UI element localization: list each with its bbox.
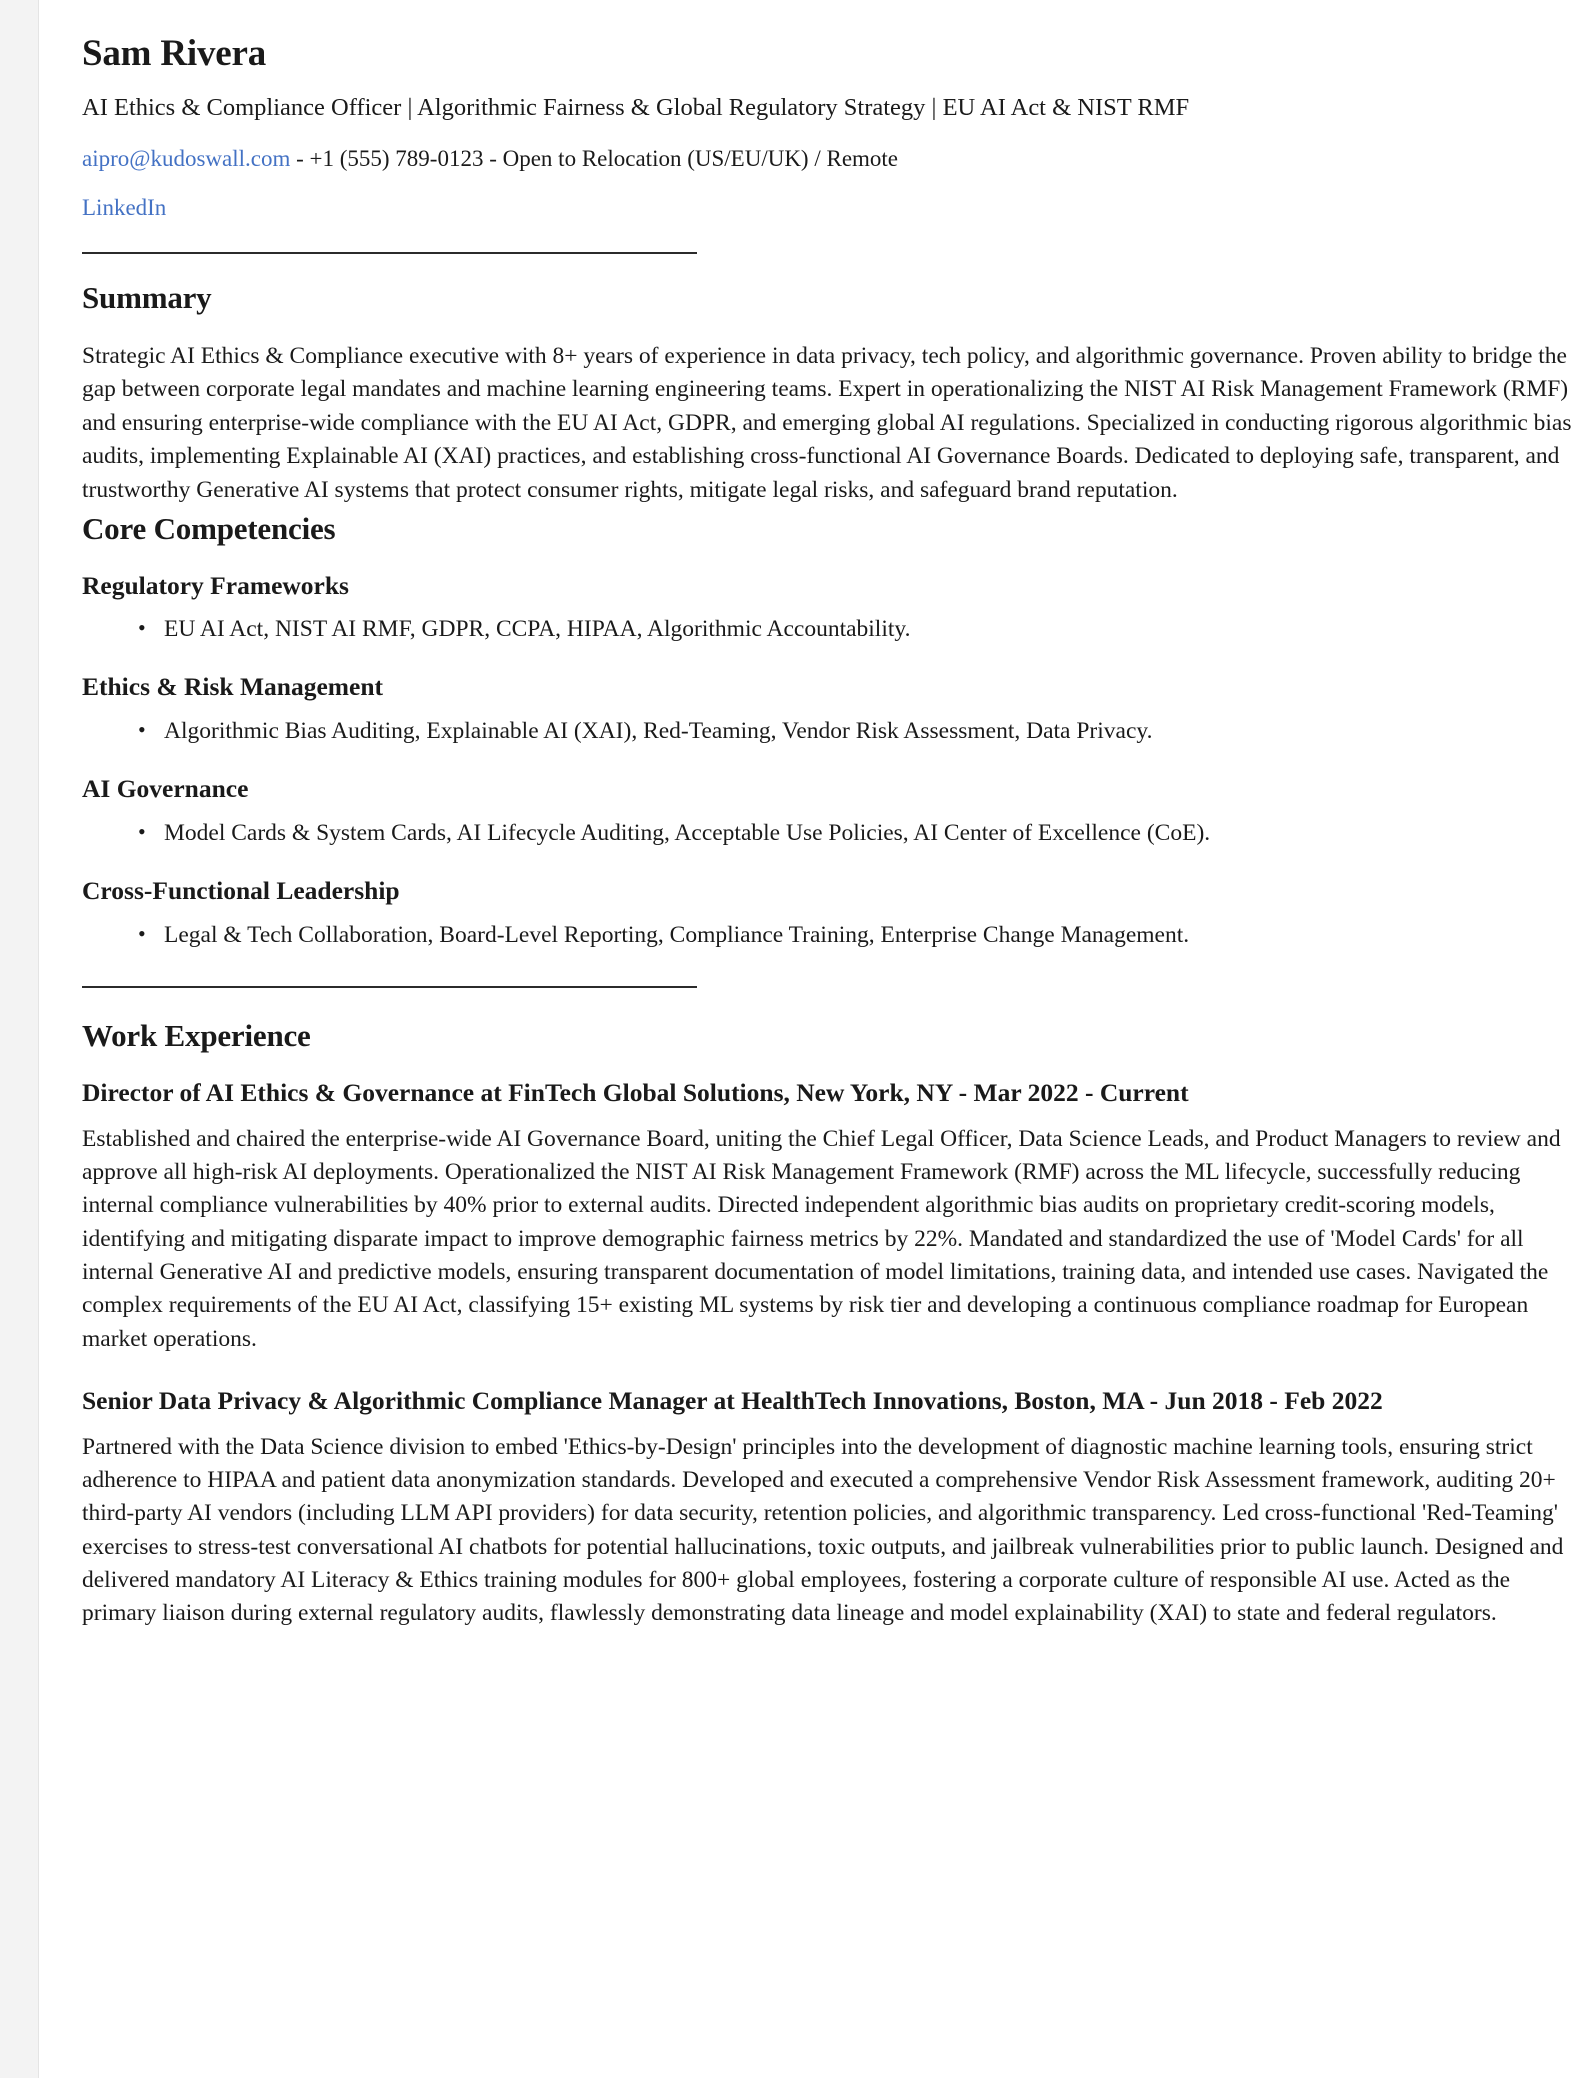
core-competencies-heading: Core Competencies: [82, 510, 336, 546]
section-divider: [82, 986, 697, 988]
competency-group: [82, 876, 1576, 952]
contact-line: [82, 142, 1576, 175]
competency-group: [82, 571, 1576, 647]
summary-section: [82, 280, 1576, 506]
competency-list: [82, 817, 1576, 850]
job-entry: [82, 1078, 1576, 1356]
competency-group-title: Ethics & Risk Management: [82, 672, 384, 702]
list-item: • Model Cards & System Cards, AI Lifecycle Auditing, Acceptable Use Policies, AI Center of Excellence (CoE).: [138, 817, 1576, 850]
job-description: Established and chaired the enterprise-wide AI Governance Board, uniting the Chief Legal Officer, Data Science Leads, and Product Managers to review and approve all high-risk AI deployments. Operationalized the NIST AI Risk Management Framework (RMF) across the ML lifecycle, successfully reducing internal compliance vulnerabilities by 40% prior to external audits. Directed independent algorithmic bias audits on proprietary credit-scoring models, identifying and mitigating disparate impact to improve demographic fairness metrics by 22%. Mandated and standardized the use of 'Model Cards' for all internal Generative AI and predictive models, ensuring transparent documentation of model limitations, training data, and intended use cases. Navigated the complex requirements of the EU AI Act, classifying 15+ existing ML systems by risk tier and developing a continuous compliance roadmap for European market operations.: [82, 1125, 1561, 1352]
competency-group: [82, 774, 1576, 850]
list-item: • Legal & Tech Collaboration, Board-Level Reporting, Compliance Training, Enterprise Change Management.: [138, 919, 1576, 952]
competency-list: [82, 715, 1576, 748]
summary-text: Strategic AI Ethics & Compliance executive with 8+ years of experience in data privacy, tech policy, and algorithmic governance. Proven ability to bridge the gap between corporate legal mandates and machine learning engineering teams. Expert in operationalizing the NIST AI Risk Management Framework (RMF) and ensuring enterprise-wide compliance with the EU AI Act, GDPR, and emerging global AI regulations. Specialized in conducting rigorous algorithmic bias audits, implementing Explainable AI (XAI) practices, and establishing cross-functional AI Governance Boards. Dedicated to deploying safe, transparent, and trustworthy Generative AI systems that protect consumer rights, mitigate legal risks, and safeguard brand reputation.: [82, 343, 1572, 503]
header-divider: [82, 252, 697, 254]
job-entry: [82, 1386, 1576, 1631]
email-link[interactable]: aipro@kudoswall.com: [82, 145, 291, 171]
list-item: • EU AI Act, NIST AI RMF, GDPR, CCPA, HIPAA, Algorithmic Accountability.: [138, 613, 1576, 646]
linkedin-link[interactable]: LinkedIn: [82, 195, 167, 221]
job-title: Senior Data Privacy & Algorithmic Compliance Manager at HealthTech Innovations, Boston, MA - Jun 2018 - Feb 2022: [82, 1386, 1383, 1416]
competency-group-title: Cross-Functional Leadership: [82, 876, 400, 906]
core-competencies-section: [82, 511, 1576, 952]
summary-heading: Summary: [82, 280, 212, 316]
competency-list: [82, 919, 1576, 952]
competency-group-title: Regulatory Frameworks: [82, 570, 349, 600]
contact-details: - +1 (555) 789-0123 - Open to Relocation (US/EU/UK) / Remote: [290, 145, 899, 171]
candidate-headline: AI Ethics & Compliance Officer | Algorithmic Fairness & Global Regulatory Strategy | EU AI Act & NIST RMF: [82, 93, 1190, 121]
candidate-name: Sam Rivera: [82, 33, 266, 74]
work-experience-section: [82, 1018, 1576, 1631]
competency-list: [82, 613, 1576, 646]
resume-content: [82, 34, 1576, 1631]
work-experience-heading: Work Experience: [82, 1018, 311, 1054]
job-description: Partnered with the Data Science division to embed 'Ethics-by-Design' principles into the development of diagnostic machine learning tools, ensuring strict adherence to HIPAA and patient data anonymization standards. Developed and executed a comprehensive Vendor Risk Assessment framework, auditing 20+ third-party AI vendors (including LLM API providers) for data security, retention policies, and algorithmic transparency. Led cross-functional 'Red-Teaming' exercises to stress-test conversational AI chatbots for potential hallucinations, toxic outputs, and jailbreak vulnerabilities prior to public launch. Designed and delivered mandatory AI Literacy & Ethics training modules for 800+ global employees, fostering a corporate culture of responsible AI use. Acted as the primary liaison during external regulatory audits, flawlessly demonstrating data lineage and model explainability (XAI) to state and federal regulators.: [82, 1433, 1564, 1627]
competency-group-title: AI Governance: [82, 774, 249, 804]
social-links-line: [82, 191, 1576, 224]
list-item: • Algorithmic Bias Auditing, Explainable AI (XAI), Red-Teaming, Vendor Risk Assessment, Data Privacy.: [138, 715, 1576, 748]
job-title: Director of AI Ethics & Governance at FinTech Global Solutions, New York, NY - Mar 2022 - Current: [82, 1077, 1189, 1107]
competency-group: [82, 672, 1576, 748]
resume-header: [82, 34, 1576, 224]
